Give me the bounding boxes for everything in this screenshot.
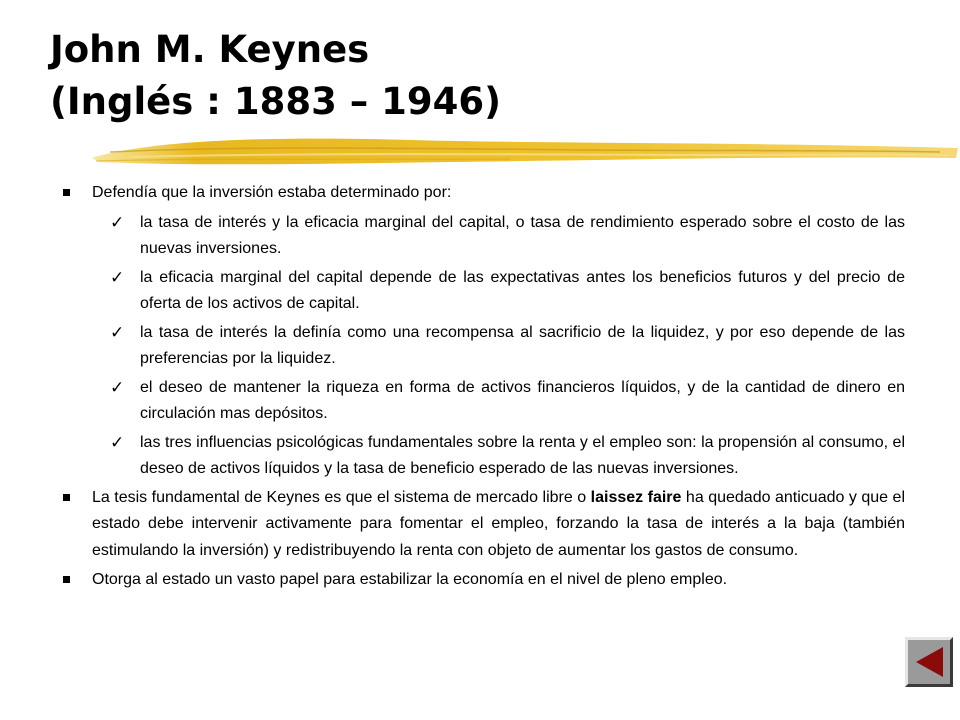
- square-bullet-icon: [63, 494, 70, 501]
- laissez-faire-term: laissez faire: [590, 488, 682, 506]
- check-item-4: [62, 375, 905, 428]
- back-nav-button[interactable]: [905, 637, 953, 687]
- gold-brush-stroke-icon: [90, 128, 960, 172]
- check-mark-icon: ✓: [110, 432, 125, 453]
- bullet-text: Defendía que la inversión estaba determinado por:: [92, 184, 452, 201]
- bullet-item-3: [62, 567, 905, 594]
- check-mark-icon: ✓: [110, 377, 125, 398]
- check-item-text: la eficacia marginal del capital depende de las expectativas antes los beneficios futuros y del precio de oferta de los activos de capital.: [140, 268, 905, 312]
- bullet-item-1: [62, 180, 905, 207]
- square-bullet-icon: [63, 576, 70, 583]
- check-item-text: el deseo de mantener la riqueza en forma de activos financieros líquidos, y de la cantidad de dinero en circulación mas depósitos.: [140, 378, 905, 422]
- title-line-2: (Inglés : 1883 – 1946): [50, 80, 501, 123]
- check-item-5: [62, 430, 905, 483]
- square-bullet-icon: [63, 189, 70, 196]
- check-item-text: la tasa de interés la definía como una recompensa al sacrificio de la liquidez, y por eso depende de las preferencias por la liquidez.: [140, 323, 905, 367]
- slide-content: [62, 180, 905, 597]
- bullet-text-before: La tesis fundamental de Keynes es que el sistema de mercado libre o: [92, 488, 591, 506]
- bullet-text-after: ha quedado anticuado y que el estado debe intervenir activamente para fomentar el empleo, forzando la tasa de interés a la baja (también estimulando la inversión) y redistribuyendo la renta con objeto de aumentar los gastos de consumo.: [92, 488, 906, 559]
- bullet-text: Otorga al estado un vasto papel para estabilizar la economía en el nivel de pleno empleo.: [92, 571, 728, 588]
- check-item-1: [62, 210, 905, 263]
- check-item-text: la tasa de interés y la eficacia marginal del capital, o tasa de rendimiento esperado sobre el costo de las nuevas inversiones.: [140, 213, 905, 257]
- bullet-item-2: [62, 485, 905, 565]
- title-line-1: John M. Keynes: [50, 28, 370, 71]
- check-item-2: [62, 265, 905, 318]
- check-mark-icon: ✓: [110, 322, 125, 343]
- check-item-3: [62, 320, 905, 373]
- check-mark-icon: ✓: [110, 267, 125, 288]
- check-mark-icon: ✓: [110, 212, 125, 233]
- check-item-text: las tres influencias psicológicas fundamentales sobre la renta y el empleo son: la propensión al consumo, el deseo de activos líquidos y la tasa de beneficio esperado de las nuevas inversiones.: [140, 433, 905, 477]
- back-triangle-icon: [908, 640, 950, 684]
- page-title: [50, 24, 501, 128]
